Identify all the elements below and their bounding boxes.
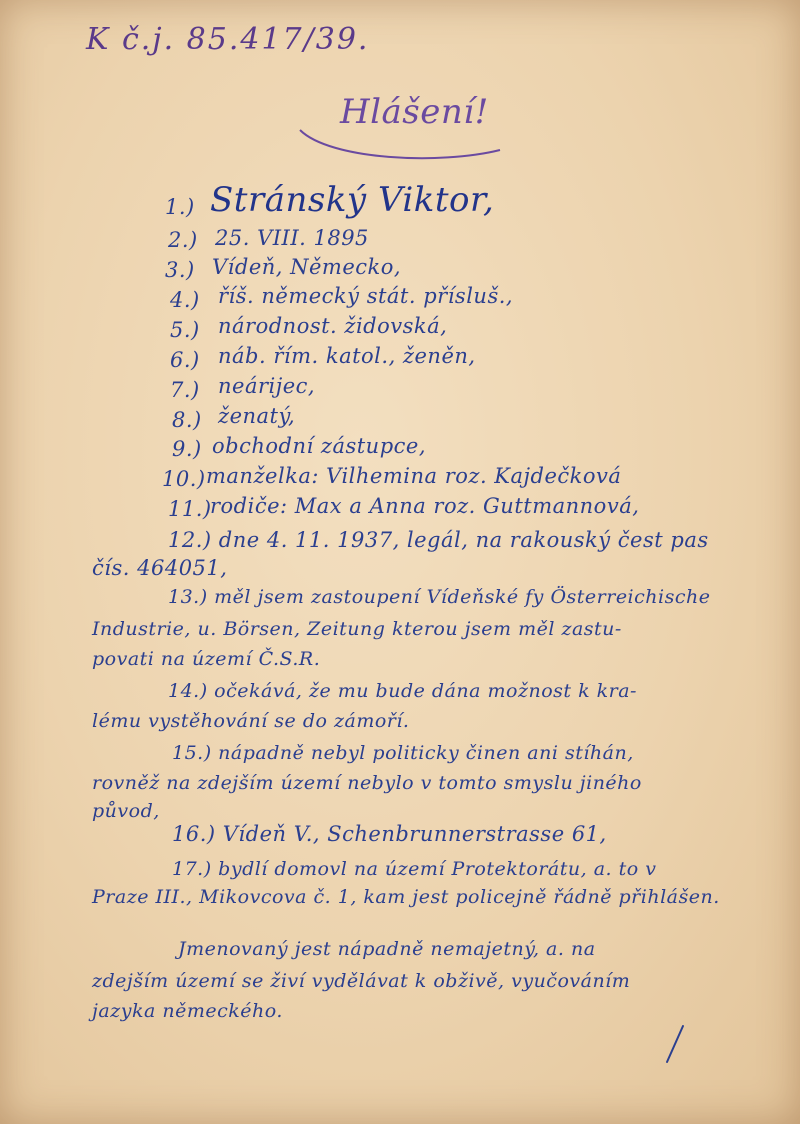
paragraph-17-line: Praze III., Mikovcova č. 1, kam jest policejně řádně přihlášen. — [92, 886, 720, 908]
list-item-text: Vídeň, Německo, — [212, 255, 402, 279]
paragraph-15-line: původ, — [92, 800, 160, 822]
paragraph-13-line: 13.) měl jsem zastoupení Vídeňské fy Österreichische — [168, 586, 711, 608]
list-item-text: ženatý, — [218, 404, 296, 428]
list-item-number: 11.) — [168, 497, 212, 521]
paragraph-16-line: 16.) Vídeň V., Schenbrunnerstrasse 61, — [172, 822, 607, 846]
title-flourish — [290, 110, 510, 170]
paragraph-14-line: 14.) očekává, že mu bude dána možnost k kra- — [168, 680, 637, 702]
list-item-number: 7.) — [170, 378, 200, 402]
list-item-text: obchodní zástupce, — [212, 434, 427, 458]
paragraph-14-line: lému vystěhování se do zámoří. — [92, 710, 410, 732]
closing-line: Jmenovaný jest nápadně nemajetný, a. na — [178, 938, 596, 960]
list-item-number: 2.) — [168, 228, 198, 252]
document-title: Hlášení! — [340, 92, 489, 132]
signature-mark — [655, 1022, 695, 1066]
paragraph-17-line: 17.) bydlí domovl na území Protektorátu, a. to v — [172, 858, 657, 880]
list-item-text: říš. německý stát. přísluš., — [218, 284, 514, 308]
paragraph-15-line: 15.) nápadně nebyl politicky činen ani stíhán, — [172, 742, 634, 764]
paragraph-12-line: 12.) dne 4. 11. 1937, legál, na rakouský čest pas — [168, 528, 709, 552]
list-item-text: národnost. židovská, — [218, 314, 448, 338]
closing-line: jazyka německého. — [92, 1000, 283, 1022]
list-item-text: náb. řím. katol., ženěn, — [218, 344, 476, 368]
paragraph-13-line: povati na území Č.S.R. — [92, 648, 321, 670]
list-item-number: 5.) — [170, 318, 200, 342]
list-item-text: 25. VIII. 1895 — [215, 226, 369, 250]
reference-number: K č.j. 85.417/39. — [86, 22, 370, 57]
list-item-number: 6.) — [170, 348, 200, 372]
paragraph-12-line: čís. 464051, — [92, 556, 228, 580]
list-item-number: 1.) — [165, 195, 195, 219]
list-item-number: 4.) — [170, 288, 200, 312]
list-item-text: rodiče: Max a Anna roz. Guttmannová, — [210, 494, 640, 518]
list-item-number: 8.) — [172, 408, 202, 432]
list-item-text: neárijec, — [218, 374, 316, 398]
paragraph-13-line: Industrie, u. Börsen, Zeitung kterou jsem měl zastu- — [92, 618, 622, 640]
list-item-text: manželka: Vilhemina roz. Kajdečková — [206, 464, 622, 488]
list-item-number: 10.) — [162, 467, 206, 491]
list-item-number: 3.) — [165, 258, 195, 282]
list-item-text: Stránský Viktor, — [210, 180, 495, 220]
paragraph-15-line: rovněž na zdejším území nebylo v tomto smyslu jiného — [92, 772, 642, 794]
closing-line: zdejším území se živí vydělávat k obživě, vyučováním — [92, 970, 631, 992]
list-item-number: 9.) — [172, 437, 202, 461]
